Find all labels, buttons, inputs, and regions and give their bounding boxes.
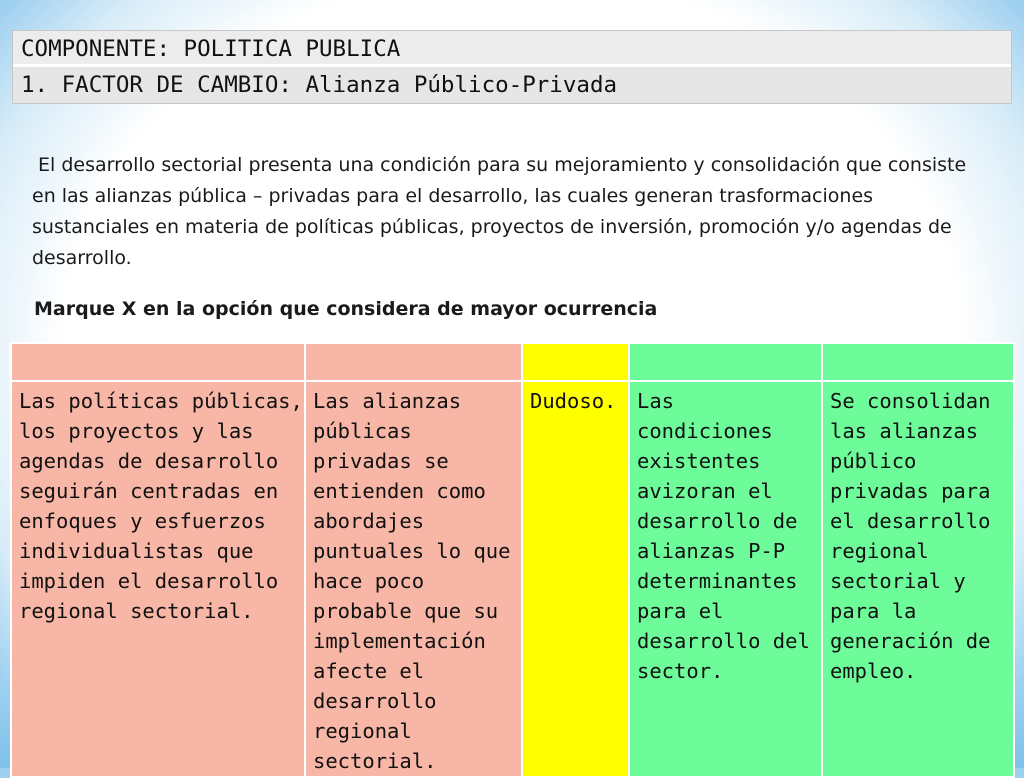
instruction-text: Marque X en la opción que considera de mayor ocurrencia [34,298,658,320]
component-title: COMPONENTE: POLITICA PUBLICA [13,31,1011,67]
answer-cell-option-4[interactable] [629,343,822,381]
answer-cell-option-3[interactable] [522,343,629,381]
answer-row [11,343,1014,381]
option-1-text: Las políticas públicas, los proyectos y las agendas de desarrollo seguirán centradas en enfoques y esfuerzos individualistas que impiden el desarrollo regional sectorial. [11,381,305,777]
options-row [11,381,1014,777]
options-table [10,342,1015,778]
factor-title: 1. FACTOR DE CAMBIO: Alianza Público-Privada [13,67,1011,103]
option-5-text: Se consolidan las alianzas público privadas para el desarrollo regional sectorial y para la generación de empleo. [822,381,1014,777]
answer-cell-option-1[interactable] [11,343,305,381]
header-box [12,30,1012,104]
answer-cell-option-2[interactable] [305,343,522,381]
option-3-text: Dudoso. [522,381,629,777]
answer-cell-option-5[interactable] [822,343,1014,381]
option-4-text: Las condiciones existentes avizoran el desarrollo de alianzas P-P determinantes para el desarrollo del sector. [629,381,822,777]
intro-paragraph: El desarrollo sectorial presenta una condición para su mejoramiento y consolidación que consiste en las alianzas pública – privadas para el desarrollo, las cuales generan trasformaciones sustanciales en materia de políticas públicas, proyectos de inversión, promoción y/o agendas de desarrollo. [32,154,967,269]
option-2-text: Las alianzas públicas privadas se entienden como abordajes puntuales lo que hace poco probable que su implementación afecte el desarrollo regional sectorial. [305,381,522,777]
